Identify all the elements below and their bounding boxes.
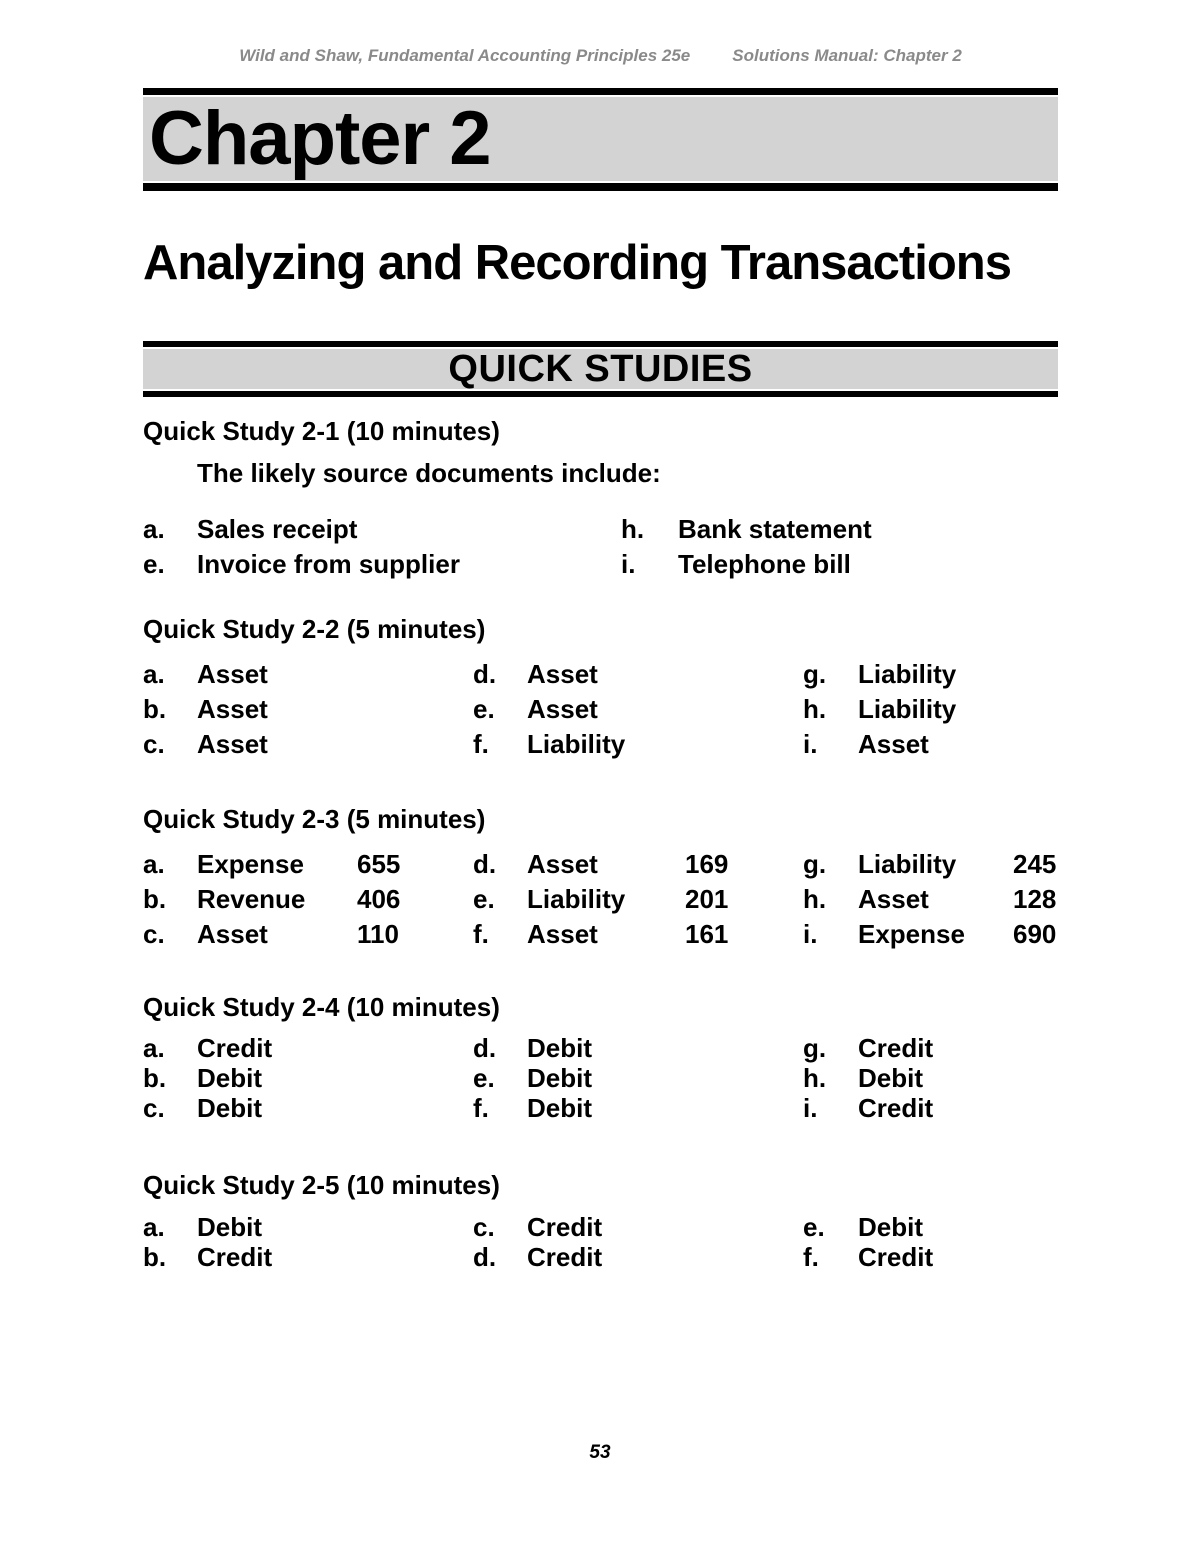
item-amount: 110: [357, 919, 399, 949]
qs-title: Quick Study 2-2 (5 minutes): [143, 614, 486, 644]
item-amount: 161: [685, 919, 729, 949]
page-title: Analyzing and Recording Transactions: [143, 236, 1011, 290]
item-label: Asset: [858, 729, 929, 759]
item-label: Asset: [197, 659, 268, 689]
item-label: Debit: [197, 1212, 262, 1242]
item-letter: g.: [803, 1033, 827, 1063]
item-label: Sales receipt: [197, 514, 358, 544]
item-label: Liability: [527, 729, 626, 759]
item-letter: e.: [473, 884, 495, 914]
item-label: Expense: [858, 919, 965, 949]
qs-title: Quick Study 2-1 (10 minutes): [143, 416, 500, 446]
list-row: [143, 1033, 1058, 1063]
item-letter: d.: [473, 849, 497, 879]
item-letter: a.: [143, 1212, 165, 1242]
running-header-section: Solutions Manual: Chapter 2: [732, 46, 962, 65]
item-label: Debit: [858, 1212, 923, 1242]
item-letter: c.: [143, 1093, 165, 1123]
item-letter: e.: [143, 549, 165, 579]
item-label: Credit: [858, 1033, 934, 1063]
item-label: Invoice from supplier: [197, 549, 460, 579]
list-row: [143, 657, 1058, 692]
item-letter: f.: [473, 1093, 489, 1123]
running-header: [143, 46, 1058, 66]
item-letter: h.: [621, 514, 645, 544]
item-label: Credit: [858, 1242, 934, 1272]
item-letter: h.: [803, 1063, 827, 1093]
item-letter: e.: [803, 1212, 825, 1242]
item-letter: f.: [803, 1242, 819, 1272]
item-letter: f.: [473, 919, 489, 949]
item-letter: e.: [473, 694, 495, 724]
chapter-banner: [143, 88, 1058, 191]
item-label: Debit: [858, 1063, 923, 1093]
item-letter: b.: [143, 694, 167, 724]
item-label: Debit: [527, 1093, 592, 1123]
item-label: Debit: [527, 1063, 592, 1093]
list-row: [143, 1212, 1058, 1242]
list-row: [143, 512, 1058, 547]
list-row: [143, 1242, 1058, 1272]
item-letter: g.: [803, 659, 827, 689]
quick-studies-banner-title: QUICK STUDIES: [448, 347, 753, 390]
item-label: Asset: [527, 694, 598, 724]
item-label: Asset: [197, 694, 268, 724]
qs-intro: The likely source documents include:: [197, 458, 661, 488]
item-label: Asset: [527, 919, 598, 949]
item-label: Liability: [858, 849, 957, 879]
item-label: Asset: [527, 659, 598, 689]
item-label: Credit: [197, 1033, 273, 1063]
qs-title: Quick Study 2-4 (10 minutes): [143, 992, 500, 1022]
page-content: [143, 0, 1058, 1272]
item-letter: i.: [803, 919, 818, 949]
item-letter: b.: [143, 1063, 167, 1093]
list-row: [143, 917, 1058, 952]
item-letter: g.: [803, 849, 827, 879]
item-label: Asset: [858, 884, 929, 914]
item-letter: c.: [473, 1212, 495, 1242]
qs-rows: [143, 1033, 1058, 1123]
item-letter: c.: [143, 729, 165, 759]
quick-study-2-4: [143, 992, 1058, 1123]
item-amount: 245: [1013, 849, 1057, 879]
item-label: Bank statement: [678, 514, 872, 544]
qs-title: Quick Study 2-3 (5 minutes): [143, 804, 486, 834]
qs-rows: [143, 657, 1058, 762]
item-label: Credit: [527, 1242, 603, 1272]
item-letter: b.: [143, 884, 167, 914]
item-label: Credit: [197, 1242, 273, 1272]
qs-rows: [143, 512, 1058, 582]
item-letter: d.: [473, 1033, 497, 1063]
item-label: Expense: [197, 849, 304, 879]
list-row: [143, 692, 1058, 727]
list-row: [143, 847, 1058, 882]
item-letter: d.: [473, 1242, 497, 1272]
item-label: Debit: [197, 1063, 262, 1093]
qs-title: Quick Study 2-5 (10 minutes): [143, 1170, 500, 1200]
list-row: [143, 882, 1058, 917]
quick-study-2-1: [143, 416, 1058, 582]
item-label: Liability: [858, 694, 957, 724]
list-row: [143, 1063, 1058, 1093]
item-label: Asset: [197, 919, 268, 949]
item-letter: b.: [143, 1242, 167, 1272]
item-amount: 128: [1013, 884, 1057, 914]
item-letter: e.: [473, 1063, 495, 1093]
item-label: Telephone bill: [678, 549, 851, 579]
item-amount: 655: [357, 849, 401, 879]
running-header-book: Wild and Shaw, Fundamental Accounting Principles 25e: [239, 46, 691, 65]
item-label: Revenue: [197, 884, 306, 914]
item-letter: h.: [803, 884, 827, 914]
item-letter: f.: [473, 729, 489, 759]
item-letter: a.: [143, 514, 165, 544]
item-label: Asset: [527, 849, 598, 879]
page-number: 53: [589, 1442, 611, 1463]
item-label: Debit: [197, 1093, 262, 1123]
item-letter: i.: [803, 729, 818, 759]
quick-studies-banner: [143, 341, 1058, 397]
item-letter: d.: [473, 659, 497, 689]
quick-study-2-5: [143, 1170, 1058, 1272]
list-row: [143, 1093, 1058, 1123]
item-letter: a.: [143, 659, 165, 689]
quick-study-2-3: [143, 804, 1058, 952]
item-letter: a.: [143, 849, 165, 879]
item-letter: i.: [621, 549, 636, 579]
item-label: Asset: [197, 729, 268, 759]
item-letter: h.: [803, 694, 827, 724]
item-label: Liability: [527, 884, 626, 914]
list-row: [143, 727, 1058, 762]
item-label: Debit: [527, 1033, 592, 1063]
qs-rows: [143, 847, 1058, 952]
item-letter: a.: [143, 1033, 165, 1063]
item-label: Credit: [527, 1212, 603, 1242]
item-amount: 690: [1013, 919, 1057, 949]
qs-rows: [143, 1212, 1058, 1272]
item-label: Liability: [858, 659, 957, 689]
item-amount: 169: [685, 849, 729, 879]
item-amount: 406: [357, 884, 401, 914]
list-row: [143, 547, 1058, 582]
quick-study-2-2: [143, 614, 1058, 762]
item-letter: i.: [803, 1093, 818, 1123]
item-label: Credit: [858, 1093, 934, 1123]
item-amount: 201: [685, 884, 729, 914]
item-letter: c.: [143, 919, 165, 949]
chapter-banner-title: Chapter 2: [149, 96, 491, 181]
